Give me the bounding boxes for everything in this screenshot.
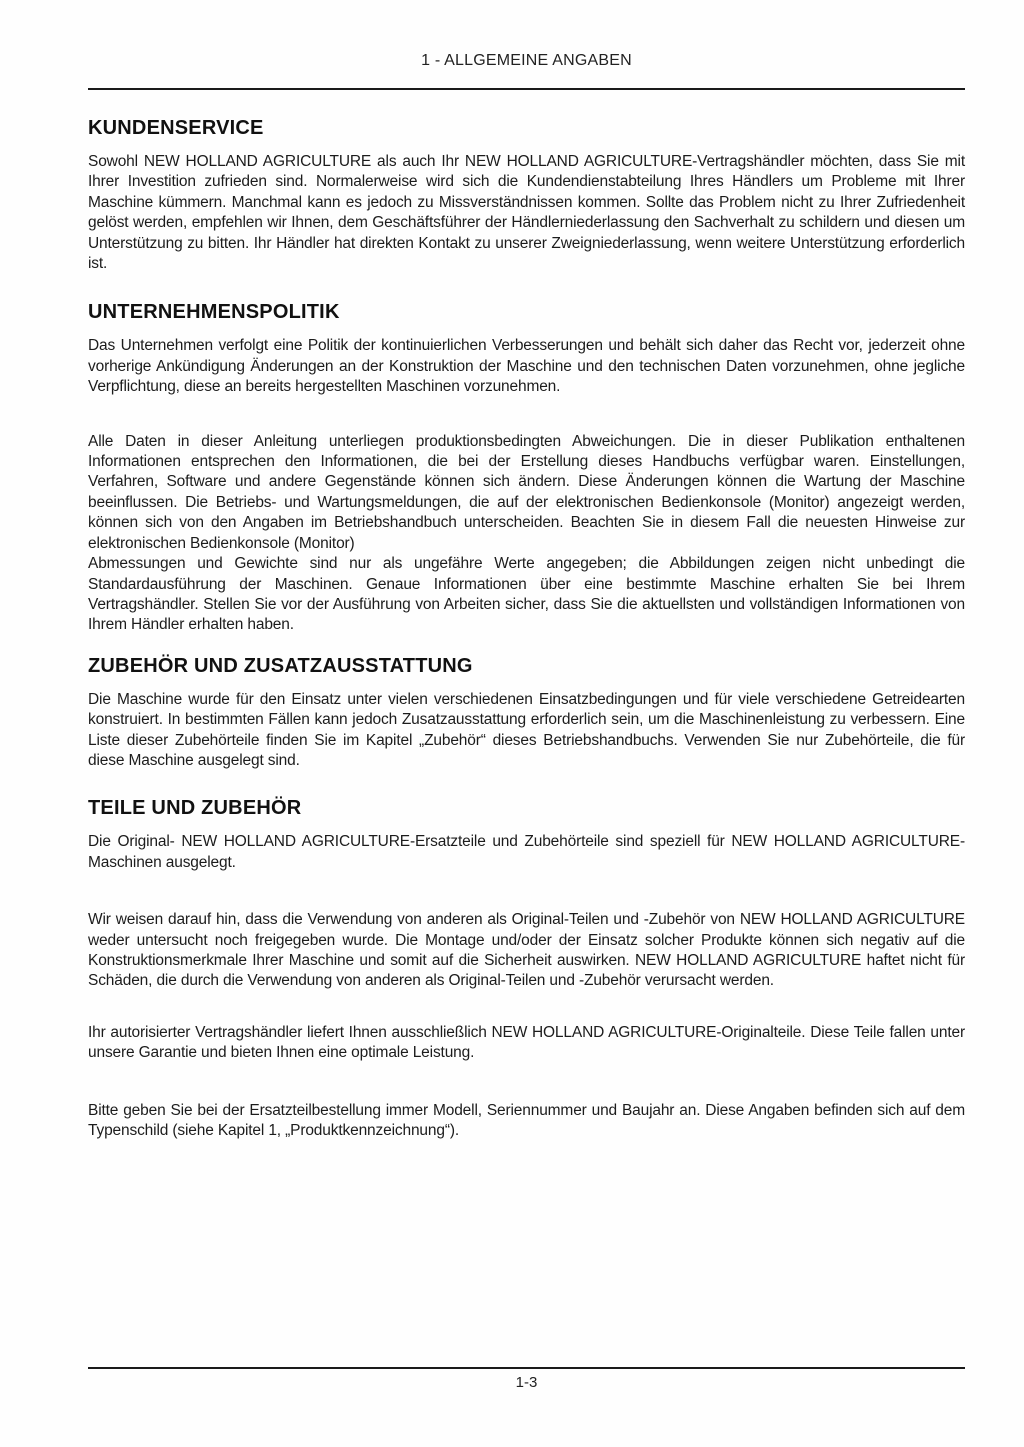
running-header: 1 - ALLGEMEINE ANGABEN bbox=[421, 52, 632, 69]
paragraph-kundenservice: Sowohl NEW HOLLAND AGRICULTURE als auch Ihr NEW HOLLAND AGRICULTURE-Vertragshändler möchten, dass Sie mit Ihrer Investition zufrieden sind. Normalerweise wird sich die Kundendienstabteilung Ihres Händlers um Probleme mit Ihrer Maschine kümmern. Manchmal kann es jedoch zu Missverständnissen kommen. Sollte das Problem nicht zu Ihrer Zufriedenheit gelöst werden, empfehlen wir Ihnen, dem Geschäftsführer der Händlerniederlassung den Sachverhalt zu schildern und diesen um Unterstützung zu bitten. Ihr Händler hat direkten Kontakt zu unserer Zweigniederlassung, wenn weitere Unterstützung erforderlich ist. bbox=[88, 153, 965, 273]
paragraph-teile-3: Ihr autorisierter Vertragshändler liefert Ihnen ausschließlich NEW HOLLAND AGRICULTURE-Originalteile. Diese Teile fallen unter unsere Garantie und bieten Ihnen eine optimale Leistung. bbox=[88, 1023, 965, 1062]
paragraph-unternehmenspolitik-2: Alle Daten in dieser Anleitung unterliegen produktionsbedingten Abweichungen. Die in dieser Publikation enthaltenen Informationen entsprechen den Informationen, die bei der Erstellung dieses Handbuchs verfügbar waren. Einstellungen, Verfahren, Software und andere Gegenstände können sich ändern. Diese Änderungen können die Wartung der Maschine beeinflussen. Die Betriebs- und Wartungsmeldungen, die auf der elektronischen Bedienkonsole (Monitor) angezeigt werden, können sich von den Angaben im Betriebshandbuch unterscheiden. Beachten Sie in diesem Fall die neuesten Hinweise zur elektronischen Bedienkonsole (Monitor) bbox=[88, 432, 965, 552]
paragraph-teile-1: Die Original- NEW HOLLAND AGRICULTURE-Ersatzteile und Zubehörteile sind speziell für NEW HOLLAND AGRICULTURE-Maschinen ausgelegt. bbox=[88, 833, 965, 871]
section-heading-kundenservice: KUNDENSERVICE bbox=[88, 117, 264, 139]
paragraph-zubehoer: Die Maschine wurde für den Einsatz unter vielen verschiedenen Einsatzbedingungen und für viele verschiedene Getreidearten konstruiert. In bestimmten Fällen kann jedoch Zusatzausstattung erforderlich sein, um die Maschinenleistung zu verbessern. Eine Liste dieser Zubehörteile finden Sie im Kapitel „Zubehör“ dieses Betriebshandbuchs. Verwenden Sie nur Zubehörteile, die für diese Maschine ausgelegt sind. bbox=[88, 690, 965, 769]
section-heading-teile-und-zubehoer: TEILE UND ZUBEHÖR bbox=[88, 797, 302, 820]
footer-rule bbox=[88, 1367, 965, 1369]
page-content bbox=[88, 0, 965, 1141]
section-heading-zubehoer-und-zusatzausstattung: ZUBEHÖR UND ZUSATZAUSSTATTUNG bbox=[88, 654, 473, 677]
paragraph-unternehmenspolitik-1: Das Unternehmen verfolgt eine Politik der kontinuierlichen Verbesserungen und behält sich daher das Recht vor, jederzeit ohne vorherige Ankündigung Änderungen an der Konstruktion der Maschine und den technischen Daten vorzunehmen, ohne jegliche Verpflichtung, diese an bereits hergestellten Maschinen vorzunehmen. bbox=[88, 337, 965, 396]
paragraph-teile-4: Bitte geben Sie bei der Ersatzteilbestellung immer Modell, Seriennummer und Baujahr an. Diese Angaben befinden sich auf dem Typenschild (siehe Kapitel 1, „Produktkennzeichnung“). bbox=[88, 1101, 965, 1139]
page-footer bbox=[88, 1367, 965, 1391]
page-number: 1-3 bbox=[515, 1374, 538, 1391]
paragraph-unternehmenspolitik-3: Abmessungen und Gewichte sind nur als ungefähre Werte angegeben; die Abbildungen zeigen nicht unbedingt die Standardausführung der Maschinen. Genaue Informationen über eine bestimmte Maschine erhalten Sie bei Ihrem Vertragshändler. Stellen Sie vor der Ausführung von Arbeiten sicher, dass Sie die aktuellsten und vollständigen Informationen von Ihrem Händler erhalten haben. bbox=[88, 555, 965, 634]
paragraph-teile-2: Wir weisen darauf hin, dass die Verwendung von anderen als Original-Teilen und -Zubehör von NEW HOLLAND AGRICULTURE weder untersucht noch freigegeben wurde. Die Montage und/oder der Einsatz solcher Produkte können sich negativ auf die Konstruktionsmerkmale Ihrer Maschine und somit auf die Sicherheit auswirken. NEW HOLLAND AGRICULTURE haftet nicht für Schäden, die durch die Verwendung von anderen als Original-Teilen und -Zubehör verursacht werden. bbox=[88, 911, 965, 990]
header-rule bbox=[88, 88, 965, 90]
section-heading-unternehmenspolitik: UNTERNEHMENSPOLITIK bbox=[88, 301, 340, 324]
